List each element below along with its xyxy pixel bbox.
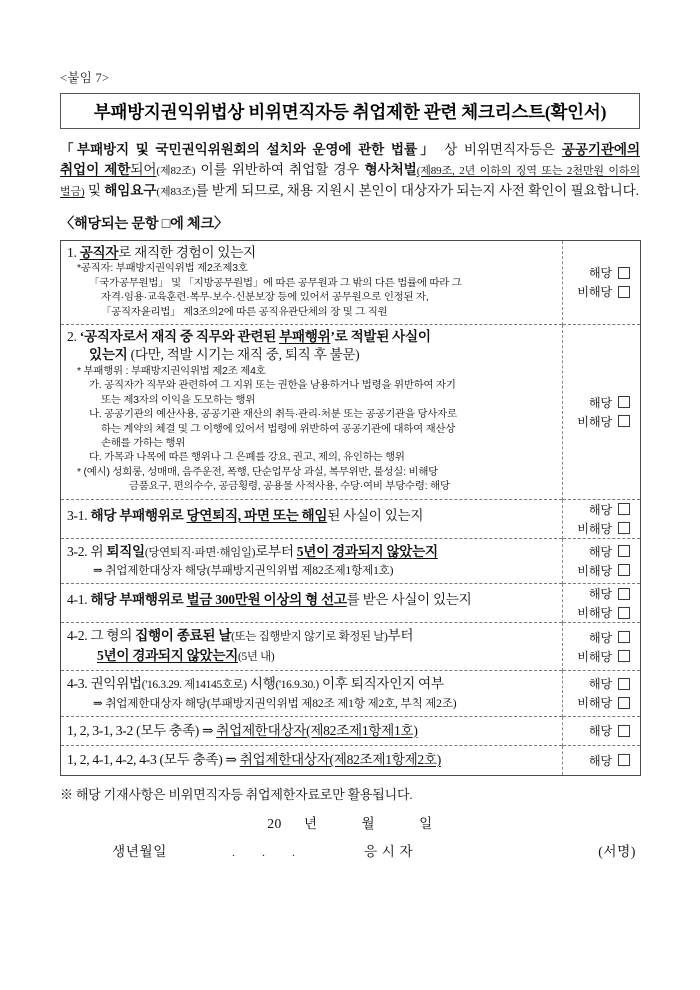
- answer-stack-4-2: [563, 628, 640, 666]
- table-row: [61, 584, 641, 623]
- question-4-1-text-a: 해당 부패행위로: [90, 592, 187, 608]
- question-4-3-text-b: 시행: [246, 676, 276, 692]
- question-3-1-main: [67, 507, 557, 526]
- summary-1-text-a: 1, 2, 3-1, 3-2 (모두 충족) ⇒: [67, 722, 217, 738]
- intro-text-2: 되어: [130, 161, 157, 177]
- answer-yes-label: 해당: [588, 587, 612, 602]
- date-year-value: 20: [267, 815, 282, 831]
- table-row: [61, 671, 641, 717]
- answer-no-label: 비해당: [577, 414, 612, 429]
- question-3-2-main: [67, 543, 557, 563]
- checkbox-icon[interactable]: [618, 396, 630, 408]
- question-4-2-number: 4-2.: [67, 628, 88, 644]
- answer-no-label: 비해당: [577, 606, 612, 621]
- checkbox-icon[interactable]: [618, 631, 630, 643]
- checkbox-icon[interactable]: [618, 503, 630, 515]
- question-2-text-a: ‘공직자로서 재직 중 직무와 관련된: [79, 328, 280, 344]
- question-4-1-text-b: 를 받은 사실이 있는지: [346, 592, 472, 608]
- check-instruction-heading: 〈해당되는 문항 □에 체크〉: [60, 215, 228, 232]
- answer-no-label: 비해당: [577, 649, 612, 664]
- question-2-sub-4: 나. 공공기관의 예산사용, 공공기관 재산의 취득·관리·처분 또는 공공기관을 당사자로: [89, 409, 457, 421]
- answer-no-label: 비해당: [577, 285, 612, 300]
- question-2-sub-5: 하는 계약의 체결 및 그 이행에 있어서 법령에 위반하여 공공기관에 대하여 재산상: [101, 423, 456, 435]
- answer-yes-label: 해당: [588, 630, 612, 645]
- question-cell-3-1: [61, 499, 563, 538]
- question-4-3-arrow: [67, 695, 557, 712]
- intro-article-82: (제82조): [156, 164, 196, 177]
- answer-yes-label: 해당: [588, 502, 612, 517]
- question-cell-4-2: [61, 623, 563, 671]
- attachment-tag: <붙임 7>: [60, 71, 110, 85]
- answer-yes-4-1[interactable]: [563, 584, 640, 603]
- summary-2-text-a: 1, 2, 4-1, 4-2, 4-3 (모두 충족) ⇒: [67, 752, 240, 768]
- question-4-3-arrow-text: ⇒ 취업제한대상자 해당: [93, 696, 207, 710]
- answer-yes-4-2[interactable]: [563, 628, 640, 647]
- table-row: [61, 499, 641, 538]
- intro-law-name: 「부패방지 및 국민권익위원회의 설치와 운영에 관한 법률」: [60, 142, 438, 157]
- question-4-3-text-a: 권익위법: [90, 676, 142, 692]
- question-3-2-text-a: 위: [90, 543, 107, 559]
- answer-no-label: 비해당: [577, 696, 612, 711]
- answer-no-4-1[interactable]: [563, 603, 640, 622]
- summary-1-main: [67, 722, 557, 741]
- question-4-2-text-a: 그 형의: [90, 628, 136, 644]
- date-day-label: 일: [419, 815, 433, 831]
- birth-date-field[interactable]: . . .: [232, 844, 307, 859]
- question-2-sub-2: 가. 공직자가 직무와 관련하여 그 지위 또는 권한을 남용하거나 법령을 위반하여 자기: [89, 380, 456, 392]
- question-2-line2-bold: 있는지: [89, 347, 131, 363]
- answer-cell-3-2: [563, 538, 641, 584]
- question-2-sub-1: * 부패행위 : 부패방지권익위법 제2조 제4호: [77, 365, 266, 377]
- question-4-3-law-ref: ('16.3.29. 제14145호로): [141, 679, 247, 692]
- question-2-main-line1: [67, 328, 557, 347]
- question-3-2-arrow-text: ⇒ 취업제한대상자 해당: [93, 564, 207, 578]
- checkbox-icon[interactable]: [618, 286, 630, 298]
- intro-article-89: (제89조, 2년 이하의 징역 또는 2천만원 이하의 벌금): [60, 164, 640, 199]
- question-2-sub-6: 손해를 가하는 행위: [101, 437, 186, 449]
- signature-label[interactable]: (서명): [598, 843, 636, 859]
- question-3-2-keyword: 5년이 경과되지 않았는지: [296, 543, 438, 559]
- checkbox-icon[interactable]: [618, 522, 630, 534]
- table-row: [61, 623, 641, 671]
- question-2-sub-7: 다. 가목과 나목에 따른 행위나 그 은폐를 강요, 권고, 제의, 유인하는 행위: [89, 452, 405, 464]
- question-4-1-keyword: 벌금 300만원 이상의 형 선고: [186, 592, 347, 608]
- question-3-2-text-d: 로부터: [255, 543, 297, 559]
- summary-cell-2: [61, 746, 563, 776]
- answer-cell-4-1: [563, 584, 641, 623]
- question-1-main: [67, 244, 557, 263]
- question-cell-4-3: [61, 671, 563, 717]
- question-4-2-paren2: (5년 내): [238, 650, 275, 663]
- question-3-1-number: 3-1.: [67, 507, 88, 523]
- answer-stack-1: [563, 263, 640, 301]
- answer-cell-2: [563, 324, 641, 499]
- question-3-2-paren: (당연퇴직·파면·해임일): [144, 546, 256, 559]
- intro-text-4: 및: [84, 183, 105, 199]
- answer-yes-label: 해당: [588, 724, 612, 739]
- question-1-sub-4: 「공직자윤리법」 제3조의2에 따른 공직유관단체의 장 및 그 직원: [101, 306, 388, 318]
- answer-yes-label: 해당: [588, 395, 612, 410]
- question-4-1-number: 4-1.: [67, 592, 88, 608]
- answer-cell-summary-1: [563, 716, 641, 746]
- question-2-line2-reg: (다만, 적발 시기는 재직 중, 퇴직 후 불문): [130, 347, 360, 363]
- intro-dismissal-request: 해임요구: [104, 183, 157, 199]
- question-cell-4-1: [61, 584, 563, 623]
- checkbox-icon[interactable]: [618, 545, 630, 557]
- question-2-number: 2.: [67, 328, 77, 344]
- question-1-rest: 로 재직한 경험이 있는지: [118, 244, 256, 260]
- question-4-1-main: [67, 591, 557, 610]
- question-3-1-text-b: 된 사실이 있는지: [327, 507, 424, 523]
- intro-text-1: 상 비위면직자등은: [437, 142, 562, 157]
- birth-date-label: 생년월일: [112, 843, 167, 859]
- checkbox-icon[interactable]: [618, 650, 630, 662]
- intro-article-83: (제83조): [156, 186, 196, 199]
- question-4-2-paren: (또는 집행받지 않기로 확정된 날): [231, 631, 388, 644]
- answer-no-4-2[interactable]: [563, 647, 640, 666]
- date-line: [60, 812, 640, 832]
- question-4-2-main-line2: [67, 647, 557, 667]
- question-3-1-text-a: 해당 부패행위로: [90, 507, 187, 523]
- checkbox-icon[interactable]: [618, 415, 630, 427]
- question-4-3-text-c: 이후 퇴직자인지 여부: [318, 676, 444, 692]
- checkbox-icon[interactable]: [618, 588, 630, 600]
- question-1-sub-1: *공직자: 부패방지권익위법 제2조제3호: [77, 263, 248, 275]
- intro-employment-restriction: 공공기관에의 취업이 제한: [60, 142, 640, 177]
- answer-yes-4-3[interactable]: [563, 674, 640, 693]
- question-cell-2: [61, 324, 563, 499]
- question-1-number: 1.: [67, 244, 77, 260]
- answer-yes-3-1[interactable]: [563, 500, 640, 519]
- answer-yes-2[interactable]: [563, 393, 640, 412]
- answer-stack-4-1: [563, 584, 640, 622]
- answer-yes-1[interactable]: [563, 263, 640, 282]
- usage-note: ※ 해당 기재사항은 비위면직자등 취업제한자료로만 활용됩니다.: [60, 786, 413, 802]
- checkbox-icon[interactable]: [618, 267, 630, 279]
- answer-stack-4-3: [563, 674, 640, 712]
- table-row: [61, 746, 641, 776]
- page-title: 부패방지권익위법상 비위면직자등 취업제한 관련 체크리스트(확인서): [93, 101, 607, 122]
- checkbox-icon[interactable]: [618, 697, 630, 709]
- answer-no-4-3[interactable]: [563, 693, 640, 712]
- answer-no-1[interactable]: [563, 282, 640, 301]
- answer-stack-2: [563, 393, 640, 431]
- answer-no-2[interactable]: [563, 412, 640, 431]
- answer-yes-label: 해당: [588, 677, 612, 692]
- answer-stack-3-1: [563, 500, 640, 538]
- question-3-2-arrow: [67, 562, 557, 579]
- date-year-label: 년: [303, 815, 318, 831]
- answer-cell-4-2: [563, 623, 641, 671]
- intro-criminal-penalty: 형사처벌: [364, 161, 417, 177]
- question-cell-3-2: [61, 538, 563, 584]
- checklist-table: [60, 240, 641, 776]
- answer-stack-summary-2: [563, 751, 640, 770]
- question-4-2-text-b: 집행이 종료된 날: [135, 628, 232, 644]
- answer-no-label: 비해당: [577, 563, 612, 578]
- question-1-keyword: 공직자: [79, 244, 119, 260]
- signature-line: [60, 840, 640, 860]
- summary-1-keyword: 취업제한대상자(제82조제1항제1호): [216, 722, 418, 738]
- intro-paragraph: [60, 140, 640, 203]
- table-row: [61, 716, 641, 746]
- summary-2-main: [67, 751, 557, 770]
- answer-cell-summary-2: [563, 746, 641, 776]
- answer-stack-3-2: [563, 542, 640, 580]
- question-2-text-b: ’로 적발된 사실이: [330, 328, 431, 344]
- checkbox-icon[interactable]: [618, 607, 630, 619]
- question-3-2-arrow-ref: (부패방지권익위법 제82조제1항제1호): [206, 564, 394, 578]
- question-4-3-number: 4-3.: [67, 676, 88, 692]
- summary-2-keyword: 취업제한대상자(제82조제1항제2호): [239, 752, 441, 768]
- checkbox-icon[interactable]: [618, 754, 630, 766]
- answer-no-3-1[interactable]: [563, 519, 640, 538]
- checkbox-icon[interactable]: [618, 564, 630, 576]
- question-4-2-main-line1: [67, 627, 557, 647]
- question-3-2-number: 3-2.: [67, 543, 88, 559]
- checkbox-icon[interactable]: [618, 678, 630, 690]
- answer-no-label: 비해당: [577, 521, 612, 536]
- document-title-box: [60, 93, 640, 129]
- question-2-keyword: 부패행위: [279, 328, 331, 344]
- question-3-1-keyword: 당연퇴직, 파면 또는 해임: [186, 507, 328, 523]
- answer-yes-label: 해당: [588, 266, 612, 281]
- intro-text-3: 이를 위반하여 취업할 경우: [195, 161, 365, 177]
- answer-stack-summary-1: [563, 721, 640, 740]
- question-4-2-text-d: 부터: [387, 628, 414, 644]
- answer-no-3-2[interactable]: [563, 561, 640, 580]
- answer-cell-4-3: [563, 671, 641, 717]
- question-2-sub-3: 또는 제3자의 이익을 도모하는 행위: [101, 394, 256, 406]
- answer-yes-label: 해당: [588, 544, 612, 559]
- question-cell-1: [61, 240, 563, 324]
- answer-yes-3-2[interactable]: [563, 542, 640, 561]
- answer-yes-summary-2[interactable]: [563, 751, 640, 770]
- question-2-sub-9: 금품요구, 편의수수, 공금횡령, 공용물 사적사용, 수당·여비 부당수령: 해당: [129, 481, 450, 493]
- table-row: [61, 538, 641, 584]
- checkbox-icon[interactable]: [618, 725, 630, 737]
- question-4-3-main: [67, 675, 557, 695]
- question-2-main-line2: [67, 346, 557, 365]
- answer-cell-3-1: [563, 499, 641, 538]
- answer-cell-1: [563, 240, 641, 324]
- summary-cell-1: [61, 716, 563, 746]
- question-1-sub-3: 자격·임용·교육훈련·복무·보수·신분보장 등에 있어서 공무원으로 인정된 자,: [101, 292, 429, 304]
- answer-yes-summary-1[interactable]: [563, 721, 640, 740]
- answer-yes-label: 해당: [588, 753, 612, 768]
- intro-text-5: 를 받게 되므로, 채용 지원시 본인이 대상자가 되는지 사전 확인이 필요합니다.: [195, 183, 639, 199]
- table-row: [61, 324, 641, 499]
- question-4-3-effective-date: ('16.9.30.): [275, 679, 319, 692]
- table-row: [61, 240, 641, 324]
- question-1-sub-2: 「국가공무원법」 및 「지방공무원법」에 따른 공무원과 그 밖의 다른 법률에 따라 그: [89, 277, 462, 289]
- question-4-3-arrow-ref: (부패방지권익위법 제82조 제1항 제2호, 부칙 제2조): [206, 696, 457, 710]
- applicant-label: 응 시 자: [364, 843, 414, 859]
- question-4-2-keyword: 5년이 경과되지 않았는지: [97, 647, 239, 663]
- question-2-sub-8: * (예시) 성희롱, 성매매, 음주운전, 폭행, 단순업무상 과실, 복무위반, 불성실: 비해당: [77, 466, 438, 478]
- date-month-label: 월: [361, 815, 376, 831]
- question-3-2-retire-date: 퇴직일: [106, 543, 145, 559]
